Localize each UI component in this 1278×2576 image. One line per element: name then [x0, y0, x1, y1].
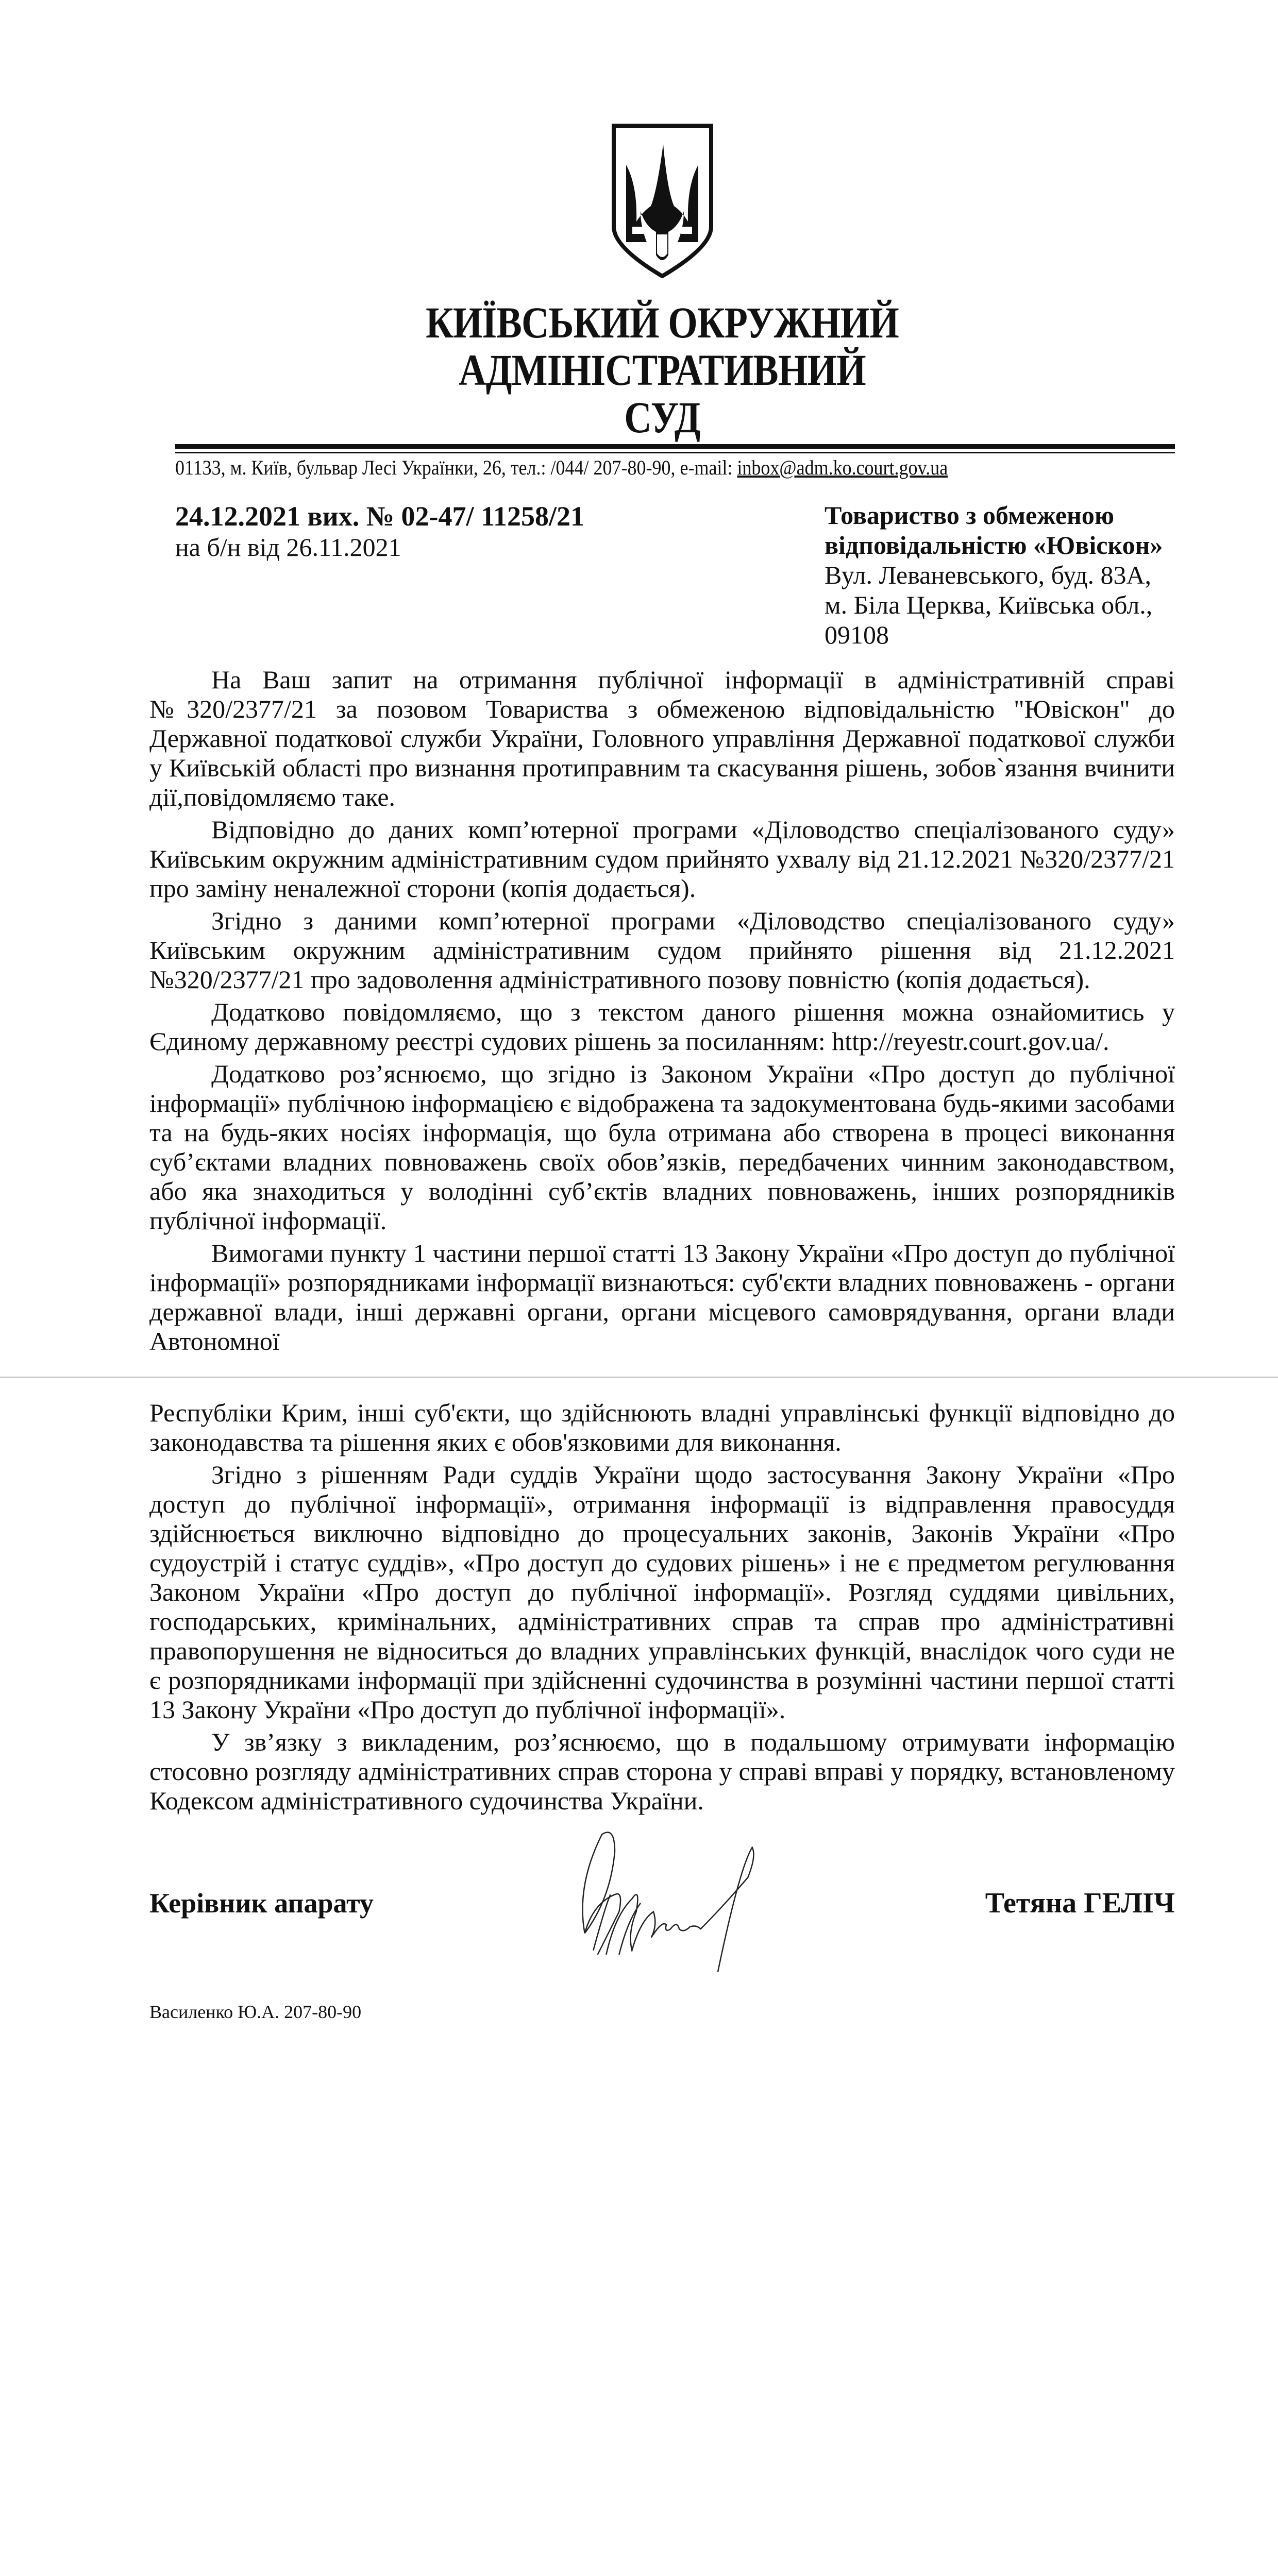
outgoing-number: 24.12.2021 вих. № 02-47/ 11258/21 [175, 501, 585, 532]
court-name-title: КИЇВСЬКИЙ ОКРУЖНИЙ АДМІНІСТРАТИВНИЙ [426, 298, 899, 395]
recipient-name-line1: Товариство з обмеженою [825, 501, 1115, 530]
signatory-position: Керівник апарату [149, 1888, 374, 1919]
signature-row [149, 1826, 1175, 1980]
handwritten-signature [545, 1826, 813, 1980]
paragraph: Згідно з даними комп’ютерної програми «Діловодство спеціалізованого суду» Київським окружним адміністративним судом прийнято рішення від 21.12.2021 №320/2377/21 про задоволення адміністративного позову повністю (копія додається). [149, 906, 1175, 994]
court-name-title-line2: СУД [624, 393, 700, 442]
reference-row [175, 500, 1175, 650]
recipient-block [825, 500, 1175, 650]
header-divider-thin [175, 452, 1175, 453]
reference-block [175, 500, 584, 650]
incoming-reference: на б/н від 26.11.2021 [175, 533, 401, 562]
recipient-address: Вул. Леваневського, буд. 83А, м. Біла Церква, Київська обл., 09108 [825, 561, 1153, 649]
paragraph: На Ваш запит на отримання публічної інформації в адміністративній справі №320/2377/21 за позовом Товариства з обмеженою відповідальністю "Ювіскон" до Державної податкової служби України, Головного управління Державної податкової служби у Київській області про визнання протиправним та скасування рішень, зобов`язання вчинити дії,повідомляємо таке. [149, 665, 1175, 811]
court-contact-line [175, 455, 1075, 480]
paragraph: У зв’язку з викладеним, роз’яснюємо, що в подальшому отримувати інформацію стосовно розгляду адміністративних справ сторона у справі вправі у порядку, встановленому Кодексом адміністративного судочинства України. [149, 1727, 1175, 1815]
ukraine-coat-of-arms-icon [610, 124, 715, 278]
letter-body-page2 [149, 1398, 1175, 1816]
paragraph: Відповідно до даних комп’ютерної програми «Діловодство спеціалізованого суду» Київським окружним адміністративним судом прийнято ухвалу від 21.12.2021 №320/2377/21 про заміну неналежної сторони (копія додається). [149, 815, 1175, 903]
paragraph: Додатково повідомляємо, що з текстом даного рішення можна ознайомитись у Єдиному державному реєстрі судових рішень за посиланням: http://reyestr.court.gov.ua/. [149, 997, 1175, 1056]
court-email-link[interactable]: inbox@adm.ko.court.gov.ua [737, 456, 948, 479]
page-break [0, 1377, 1278, 1378]
letter-body-page1 [149, 665, 1175, 1356]
paragraph: Вимогами пункту 1 частини першої статті 13 Закону України «Про доступ до публічної інформації» розпорядниками інформації визнаються: суб'єкти владних повноважень - органи державної влади, інші державні органи, органи місцевого самоврядування, органи влади Автономної [149, 1239, 1175, 1355]
emblem-row [149, 124, 1175, 278]
court-address: 01133, м. Київ, бульвар Лесі Українки, 26, тел.: /044/ 207-80-90, e-mail: [175, 456, 737, 479]
paragraph: Додатково роз’яснюємо, що згідно із Законом України «Про доступ до публічної інформації» публічною інформацією є відображена та задокументована будь-якими засобами та на будь-яких носіях інформація, що була отримана або створена в процесі виконання суб’єктами владних повноважень своїх обов’язків, передбачених чинним законодавством, або яка знаходиться у володінні суб’єктів владних повноважень, інших розпорядників публічної інформації. [149, 1059, 1175, 1235]
paragraph: Згідно з рішенням Ради суддів України щодо застосування Закону України «Про доступ до публічної інформації», отримання інформації із відправлення правосуддя здійснюється виключно відповідно до процесуальних законів, Законів України «Про судоустрій і статус суддів», «Про доступ до судових рішень» і не є предметом регулювання Законом України «Про доступ до публічної інформації». Розгляд суддями цивільних, господарських, кримінальних, адміністративних справ та справ про адміністративні правопорушення не відноситься до владних управлінських функцій, внаслідок чого суди не є розпорядниками інформації при здійсненні судочинства в розумінні частини першої статті 13 Закону України «Про доступ до публічної інформації». [149, 1460, 1175, 1724]
executor-contact: Василенко Ю.А. 207-80-90 [149, 2002, 362, 2022]
signatory-name: Тетяна ГЕЛІЧ [985, 1887, 1175, 1919]
header-divider-thick [175, 444, 1175, 449]
paragraph-continuation: Республіки Крим, інші суб'єкти, що здійснюють владні управлінські функції відповідно до законодавства та рішення яких є обов'язковими для виконання. [149, 1398, 1175, 1456]
recipient-name-line2: відповідальністю «Ювіскон» [825, 531, 1163, 560]
